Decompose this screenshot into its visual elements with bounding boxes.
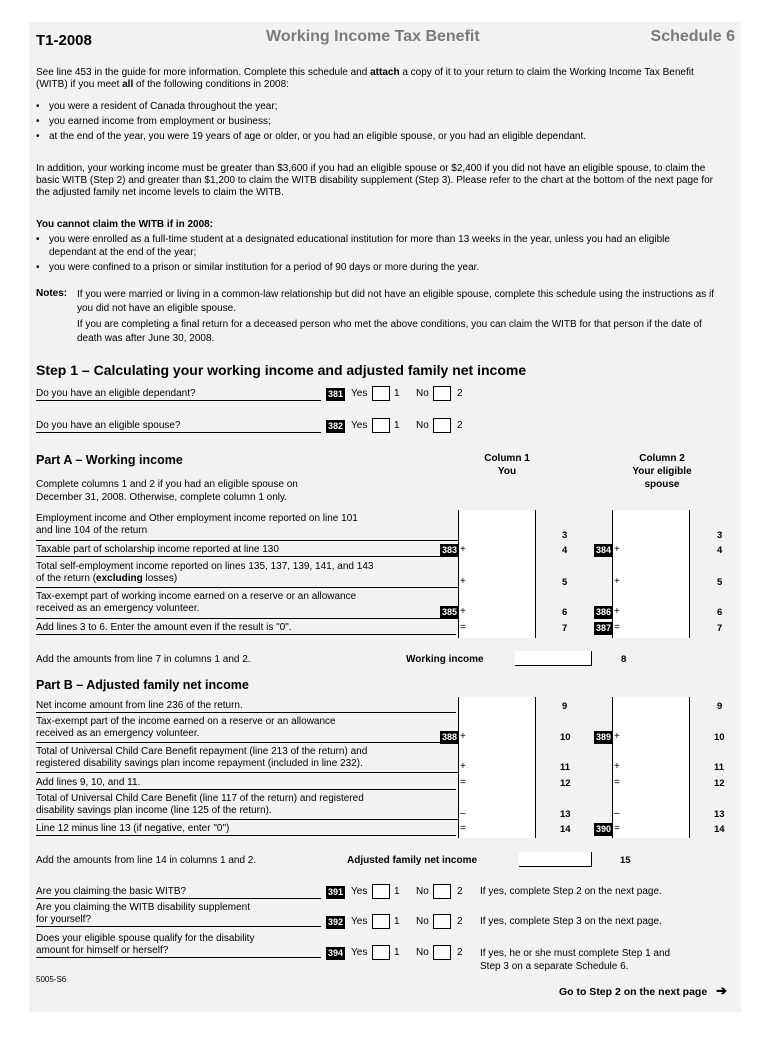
code-387: 387 xyxy=(596,623,612,633)
note-1: If you were married or living in a common-law relationship but did not have an eligible spouse, complete this schedule using the instructions as if you did not have an eligible spouse. xyxy=(77,289,715,314)
line-12-label: Add lines 9, 10, and 11. xyxy=(36,777,456,790)
note-2: If you are completing a final return for a deceased person who met the above conditions, you can claim the WITB for that person if the date of death was after June 30, 2008. xyxy=(77,319,702,344)
step1-title: Step 1 – Calculating your working income and adjusted family net income xyxy=(36,362,527,378)
yes-label: Yes xyxy=(351,886,368,897)
q391-yes-checkbox[interactable] xyxy=(372,884,390,899)
code-391: 391 xyxy=(328,887,344,897)
no-label: No xyxy=(416,420,429,431)
yes-label: Yes xyxy=(351,388,368,399)
line-13-label: Total of Universal Child Care Benefit (line 117 of the return) and registered disability savings plan income (line 125 of the return). xyxy=(36,793,364,816)
code-392: 392 xyxy=(328,917,344,927)
yes-label: Yes xyxy=(351,916,368,927)
addition-paragraph: In addition, your working income must be greater than $3,600 if you had an eligible spouse or $2,400 if you did not have an eligible spouse, to claim the basic WITB (Step 2) and greater than $1,200 to claim the WITB disability supplement (Step 3). Please refer to the chart at the bottom of the next page for the adjusted family net income levels to claim the WITB. xyxy=(36,163,714,198)
go-to-next-page[interactable] xyxy=(559,983,727,999)
q-eligible-spouse: Do you have an eligible spouse? xyxy=(36,420,321,433)
line-number: 9 xyxy=(717,701,723,712)
code-390: 390 xyxy=(596,824,612,834)
conditions-list xyxy=(36,99,726,144)
line-4-label: Taxable part of scholarship income reported at line 130 xyxy=(36,544,456,557)
form-code: 5005-S6 xyxy=(36,975,67,984)
q-disability-supplement: Are you claiming the WITB disability supplement for yourself? xyxy=(36,902,321,927)
line-number: 12 xyxy=(560,778,571,789)
no-code: 2 xyxy=(457,388,463,399)
cannot-item: • you were enrolled as a full-time student at a designated educational institution for more than 13 weeks in the year, unless you had an eligible dependant at the end of the year; xyxy=(36,233,679,259)
code-381: 381 xyxy=(328,389,344,399)
column-1-header: Column 1 You xyxy=(484,453,530,477)
cannot-heading: You cannot claim the WITB if in 2008: xyxy=(36,219,214,230)
code-382: 382 xyxy=(328,421,344,431)
adjusted-income-label: Adjusted family net income xyxy=(347,855,478,866)
condition-item: • you earned income from employment or business; xyxy=(36,114,726,129)
line-number: 10 xyxy=(714,732,725,743)
line-number: 11 xyxy=(714,762,725,773)
q382-yes-checkbox[interactable] xyxy=(372,418,390,433)
code-384: 384 xyxy=(596,545,612,555)
line-number: 3 xyxy=(717,530,723,541)
q382-no-checkbox[interactable] xyxy=(433,418,451,433)
working-income-label: Working income xyxy=(406,654,484,665)
line-number: 15 xyxy=(620,855,631,866)
line-number: 5 xyxy=(562,577,568,588)
yes-code: 1 xyxy=(394,886,400,897)
line-9-label: Net income amount from line 236 of the return. xyxy=(36,700,456,713)
schedule-page: T1-2008 Working Income Tax Benefit Schedule 6 See line 453 in the guide for more information. Complete this schedule and attach a copy of it to your return to claim the Working Income Tax Benefit (WITB) if you meet all of the following conditions in 2008: • you were a resident of Canada throughout the year; • you earned income from employment or business; • at the end of the year, you were 19 years of age or older, or you had an eligible spouse, or you had an eligible dependant. In addition, your working income must be greater than $3,600 if you had an eligible spouse or $2,400 if you did not have an eligible spouse, to claim the basic WITB (Step 2) and greater than $1,200 to claim the WITB disability supplement (Step 3). Please refer to the chart at the bottom of the next page for the adjusted family net income levels to claim the WITB. You cannot claim the WITB if in 2008: • you were enrolled as a full-time student at a designated educational institution for more than 13 weeks in the year, unless you had an eligible dependant at the end of the year; • you were confined to a prison or similar institution for a period of 90 days or more during the year. Notes: If you were married or living in a common-law relationship but did not have an eligible spouse, complete this schedule using the instructions as if you did not have an eligible spouse. If you are completing a final return for a deceased person who met the above conditions, you can claim the WITB for that person if the date of death was after June 30, 2008. Step 1 – Calculating your working income and adjusted family net income Do you have an eligible dependant? 381 Yes 1 No 2 Do you have an eligible spouse? 382 Yes 1 No 2 Part A – Working income Complete columns 1 and 2 if you had an eligible spouse on December 31, 2008. Otherwise, complete column 1 only. Column 1 You Column 2 Your eligible spouse Employment income and Other employment income reported on line 101 and line 104 of the return 3 3 Taxable part of scholarship income reported at line 130 383 + 4 384 + 4 Total self-employment income reported on lines 135, 137, 139, 141, and 143 of the return (excluding losses) + 5 + 5 Tax-exempt part of working income earned on a reserve or an allowance received as an emergency volunteer. 385 + 6 386 + 6 Add lines 3 to 6. Enter the amount even if the result is "0". = 7 387 = 7 Add the amounts from line 7 in columns 1 and 2. Working income 8 Part B – Adjusted family net income Net income amount from line 236 of the return. 9 9 Tax-exempt part of the income earned on a reserve or an allowance received as an emergency volunteer. 388 + 10 389 + 10 Total of Universal Child Care Benefit repayment (line 213 of the return) and registered disability savings plan income repayment (included in line 232). + 11 + 11 Add lines 9, 10, and 11. = 12 = 12 Total of Universal Child Care Benefit (line 117 of the return) and registered disability savings plan income (line 125 of the return). – 13 – 13 Line 12 minus line 13 (if negative, enter "0") = 14 390 = 14 Add the amounts from line 14 in columns 1 and 2. Adjusted family net income 15 Are you claiming the basic WITB? 391 Yes 1 No 2 If yes, complete Step 2 on the next page. Are you claiming the WITB disability supplement for yourself? 392 Yes 1 No 2 If yes, complete Step 3 on the next page. Does your eligible spouse qualify for the disability amount for himself or herself? 394 Yes 1 No 2 If yes, he or she must complete Step 1 and Step 3 on a separate Schedule 6. 5005-S6 Go to Step 2 on the next page ➔ xyxy=(29,22,741,1012)
column-1-partB[interactable] xyxy=(458,697,536,838)
q381-no-checkbox[interactable] xyxy=(433,386,451,401)
no-code: 2 xyxy=(457,420,463,431)
yes-code: 1 xyxy=(394,947,400,958)
notes-label: Notes: xyxy=(36,288,68,299)
form-id: T1-2008 xyxy=(36,32,92,49)
line-10-label: Tax-exempt part of the income earned on a reserve or an allowance received as an emergency volunteer. xyxy=(36,716,336,739)
line-number: 14 xyxy=(560,824,571,835)
q394-yes-checkbox[interactable] xyxy=(372,945,390,960)
line-number: 11 xyxy=(560,762,571,773)
no-label: No xyxy=(416,916,429,927)
q391-no-checkbox[interactable] xyxy=(433,884,451,899)
line-number: 8 xyxy=(621,654,627,665)
q-spouse-disability: Does your eligible spouse qualify for the disability amount for himself or herself? xyxy=(36,933,321,958)
line-number: 5 xyxy=(717,577,723,588)
line-number: 6 xyxy=(717,607,723,618)
partA-description: Complete columns 1 and 2 if you had an eligible spouse on December 31, 2008. Otherwise, complete column 1 only. xyxy=(36,479,298,503)
arrow-right-icon: ➔ xyxy=(716,983,727,998)
adjusted-income-field[interactable] xyxy=(519,852,592,867)
line-number: 14 xyxy=(714,824,725,835)
code-389: 389 xyxy=(596,732,612,742)
claim-392-instruction: If yes, complete Step 3 on the next page. xyxy=(480,916,662,927)
line-number: 13 xyxy=(714,809,725,820)
column-1-amounts[interactable] xyxy=(458,510,536,638)
code-388: 388 xyxy=(442,732,458,742)
cannot-list xyxy=(36,233,726,276)
code-385: 385 xyxy=(442,607,458,617)
partB-title: Part B – Adjusted family net income xyxy=(36,678,249,692)
q392-no-checkbox[interactable] xyxy=(433,914,451,929)
line-11-label: Total of Universal Child Care Benefit repayment (line 213 of the return) and registered disability savings plan income repayment (included in line 232). xyxy=(36,746,368,769)
q-basic-witb: Are you claiming the basic WITB? xyxy=(36,886,321,899)
intro-paragraph: See line 453 in the guide for more information. Complete this schedule and attach a copy of it to your return to claim the Working Income Tax Benefit (WITB) if you meet all of the following conditions in 2008: xyxy=(36,67,694,90)
yes-code: 1 xyxy=(394,420,400,431)
column-2-partB[interactable] xyxy=(612,697,690,838)
condition-item: • you were a resident of Canada throughout the year; xyxy=(36,99,726,114)
line-number: 4 xyxy=(717,545,723,556)
line-3-label: Employment income and Other employment income reported on line 101 and line 104 of the return xyxy=(36,513,358,536)
line-number: 12 xyxy=(714,778,725,789)
condition-item: • at the end of the year, you were 19 years of age or older, or you had an eligible spouse, or you had an eligible dependant. xyxy=(36,129,726,144)
yes-label: Yes xyxy=(351,947,368,958)
working-income-instruction: Add the amounts from line 7 in columns 1 and 2. xyxy=(36,654,251,665)
schedule-number: Schedule 6 xyxy=(650,28,735,45)
line-number: 6 xyxy=(562,607,568,618)
partA-title: Part A – Working income xyxy=(36,453,183,467)
code-386: 386 xyxy=(596,607,612,617)
no-label: No xyxy=(416,886,429,897)
line-5-label: Total self-employment income reported on lines 135, 137, 139, 141, and 143 of the return (excluding losses) xyxy=(36,561,374,584)
line-number: 10 xyxy=(560,732,571,743)
claim-391-instruction: If yes, complete Step 2 on the next page. xyxy=(480,886,662,897)
no-code: 2 xyxy=(457,916,463,927)
line-7-label: Add lines 3 to 6. Enter the amount even if the result is "0". xyxy=(36,622,456,635)
line-6-label: Tax-exempt part of working income earned on a reserve or an allowance received as an emergency volunteer. xyxy=(36,591,357,614)
q392-yes-checkbox[interactable] xyxy=(372,914,390,929)
adjusted-income-instruction: Add the amounts from line 14 in columns 1 and 2. xyxy=(36,855,257,866)
claim-394-instruction: If yes, he or she must complete Step 1 and Step 3 on a separate Schedule 6. xyxy=(480,948,671,972)
line-number: 9 xyxy=(562,701,568,712)
yes-label: Yes xyxy=(351,420,368,431)
page-title: Working Income Tax Benefit xyxy=(266,28,480,45)
cannot-item: • you were confined to a prison or similar institution for a period of 90 days or more during the year. xyxy=(36,259,726,276)
line-14-label: Line 12 minus line 13 (if negative, enter "0") xyxy=(36,823,456,836)
column-2-header: Column 2 Your eligible spouse xyxy=(632,453,692,490)
no-label: No xyxy=(416,947,429,958)
working-income-field[interactable] xyxy=(515,651,592,666)
next-page-label: Go to Step 2 on the next page xyxy=(558,986,708,998)
code-394: 394 xyxy=(328,948,344,958)
line-number: 13 xyxy=(560,809,571,820)
column-2-amounts[interactable] xyxy=(612,510,690,638)
no-code: 2 xyxy=(457,886,463,897)
q-eligible-dependant: Do you have an eligible dependant? xyxy=(36,388,321,401)
no-code: 2 xyxy=(457,947,463,958)
q394-no-checkbox[interactable] xyxy=(433,945,451,960)
code-383: 383 xyxy=(442,545,458,555)
yes-code: 1 xyxy=(394,388,400,399)
q381-yes-checkbox[interactable] xyxy=(372,386,390,401)
yes-code: 1 xyxy=(394,916,400,927)
line-number: 7 xyxy=(717,623,723,634)
line-number: 3 xyxy=(562,530,568,541)
line-number: 7 xyxy=(562,623,568,634)
line-number: 4 xyxy=(562,545,568,556)
no-label: No xyxy=(416,388,429,399)
